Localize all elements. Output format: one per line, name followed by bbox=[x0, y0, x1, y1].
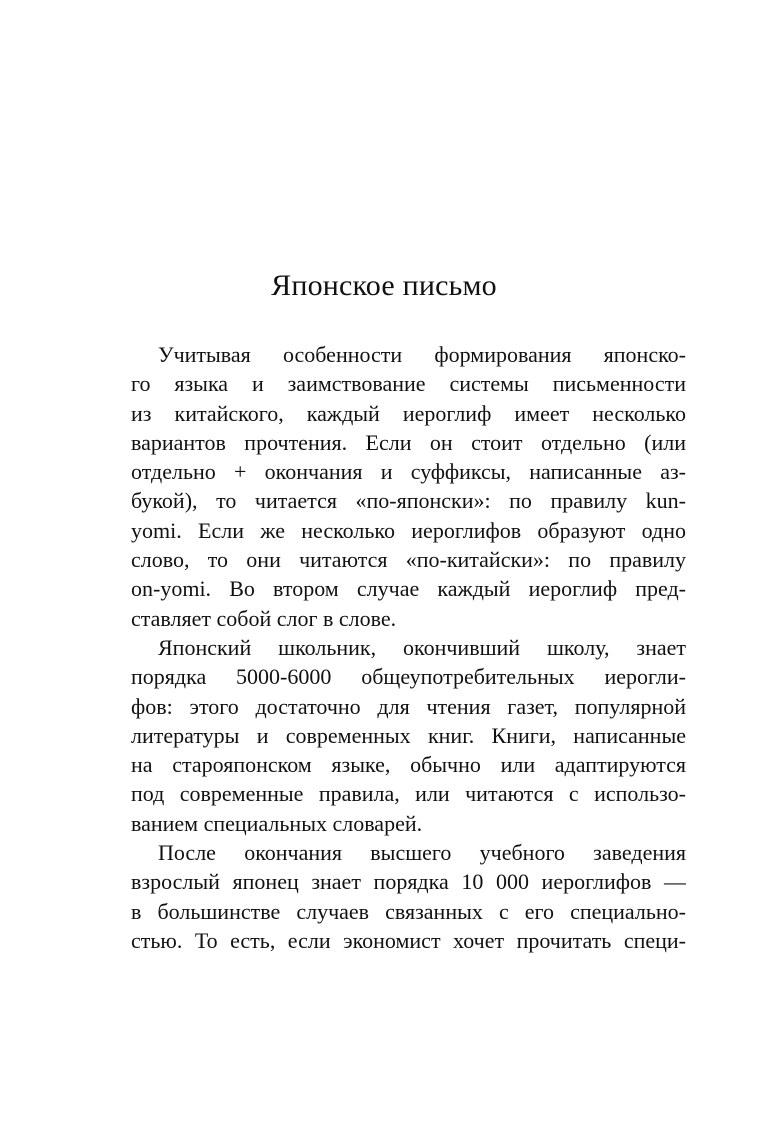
text-line: в большинстве случаев связанных с его специально- bbox=[131, 898, 686, 924]
text-line: из китайского, каждый иероглиф имеет несколько bbox=[131, 400, 686, 426]
text-line: вариантов прочтения. Если он стоит отдельно (или bbox=[131, 429, 686, 455]
paragraph-3 bbox=[131, 838, 686, 955]
text-line: слово, то они читаются «по-китайски»: по правилу bbox=[131, 547, 686, 573]
text-line: фов: этого достаточно для чтения газет, популярной bbox=[131, 693, 686, 719]
paragraph-1 bbox=[131, 340, 686, 633]
text-line: литературы и современных книг. Книги, написанные bbox=[131, 722, 686, 748]
page-title: Японское письмо bbox=[271, 269, 497, 302]
text-line: ставляет собой слог в слове. bbox=[131, 605, 397, 631]
text-line: отдельно + окончания и суффиксы, написанные аз- bbox=[131, 459, 686, 485]
text-line: букой), то читается «по-японски»: по правилу kun- bbox=[131, 488, 686, 514]
text-line: порядка 5000-6000 общеупотребительных иерогли- bbox=[131, 664, 686, 690]
text-line: под современные правила, или читаются с использо- bbox=[131, 781, 686, 807]
text-line: После окончания высшего учебного заведения bbox=[158, 840, 686, 866]
body-text bbox=[131, 340, 686, 955]
text-line: взрослый японец знает порядка 10 000 иероглифов — bbox=[131, 869, 686, 895]
paragraph-2 bbox=[131, 633, 686, 838]
text-line: го языка и заимствование системы письменности bbox=[131, 371, 686, 397]
text-line: стью. То есть, если экономист хочет прочитать специ- bbox=[131, 927, 686, 953]
text-line: yomi. Если же несколько иероглифов образуют одно bbox=[131, 517, 686, 543]
text-line: Японский школьник, окончивший школу, знает bbox=[158, 634, 686, 660]
text-line: Учитывая особенности формирования японско- bbox=[158, 342, 686, 367]
text-line: on-yomi. Во втором случае каждый иероглиф пред- bbox=[131, 576, 686, 602]
text-line: ванием специальных словарей. bbox=[131, 810, 423, 836]
text-line: на старояпонском языке, обычно или адаптируются bbox=[131, 752, 686, 778]
